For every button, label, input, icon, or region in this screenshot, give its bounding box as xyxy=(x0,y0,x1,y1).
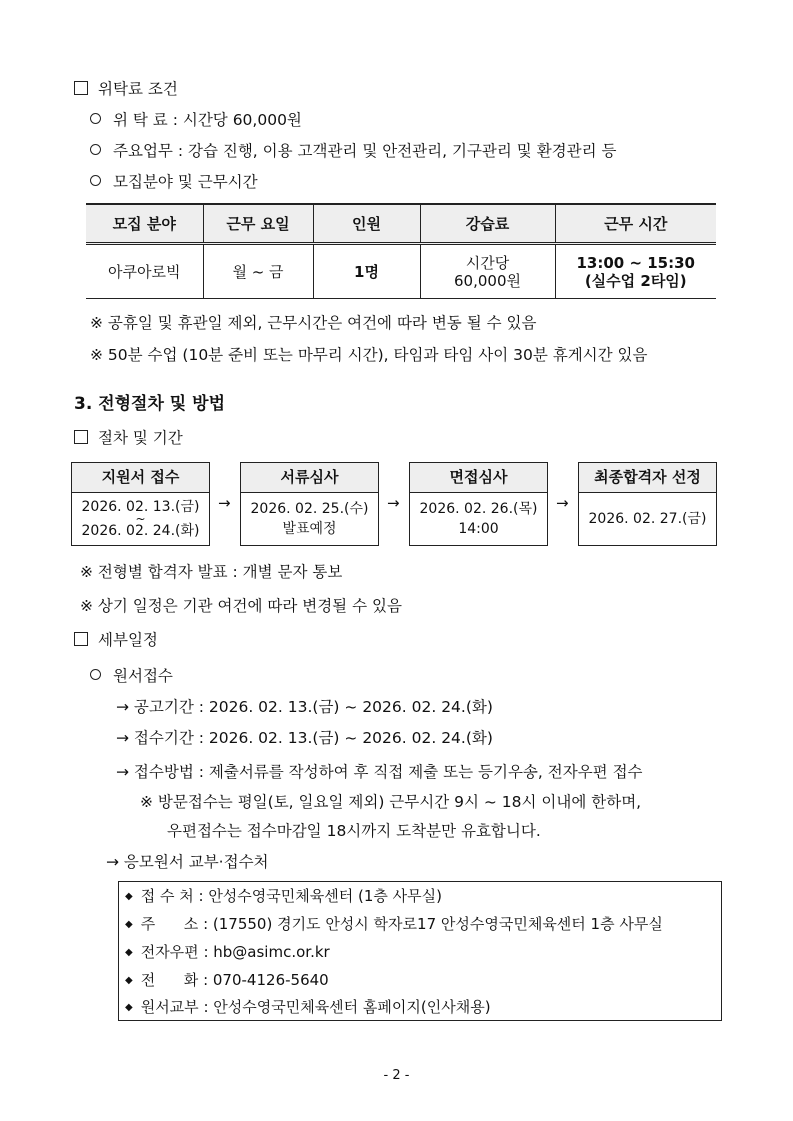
contact-box xyxy=(118,881,722,1021)
stage-title: 서류심사 xyxy=(241,463,378,493)
diamond-bullet-icon: ◆ xyxy=(125,975,133,986)
contact-label: 전 화 xyxy=(140,971,199,989)
application-bullet xyxy=(90,664,173,686)
note-class-length: ※ 50분 수업 (10분 준비 또는 마무리 시간), 타임과 타임 사이 30분 휴게시간 있음 xyxy=(90,346,648,364)
note-schedule-change: ※ 상기 일정은 기관 여건에 따라 변경될 수 있음 xyxy=(80,597,402,615)
hours-line-2: (실수업 2타임) xyxy=(584,271,687,290)
process-heading-text: 절차 및 기간 xyxy=(98,429,183,447)
contact-label: 전자우편 xyxy=(140,943,199,961)
header-count: 인원 xyxy=(313,204,420,244)
header-field: 모집 분야 xyxy=(86,204,203,244)
circle-bullet-icon xyxy=(90,113,101,124)
diamond-bullet-icon: ◆ xyxy=(125,891,133,902)
page-number: - 2 - xyxy=(383,1068,410,1083)
diamond-bullet-icon: ◆ xyxy=(125,919,133,930)
contact-row-address: ◆ 주 소 : (17550) 경기도 안성시 학자로17 안성수영국민체육센터 1층 사무실 xyxy=(125,915,663,933)
stage-application xyxy=(71,462,210,546)
arrow-right-icon: → xyxy=(218,494,231,512)
cell-field: 아쿠아로빅 xyxy=(86,244,203,299)
receipt-method: → 접수방법 : 제출서류를 작성하여 후 직접 제출 또는 등기우송, 전자우편 접수 xyxy=(116,763,643,781)
fee-line-text: 위 탁 료 : 시간당 60,000원 xyxy=(113,111,302,129)
cell-hours xyxy=(555,244,716,299)
contact-label: 원서교부 xyxy=(140,998,199,1016)
circle-bullet-icon xyxy=(90,144,101,155)
stage-body xyxy=(241,493,378,545)
section-heading-fee xyxy=(74,77,178,99)
header-hours: 근무 시간 xyxy=(555,204,716,244)
contact-value: (17550) 경기도 안성시 학자로17 안성수영국민체육센터 1층 사무실 xyxy=(212,915,663,933)
contact-value: 070-4126-5640 xyxy=(212,971,329,989)
header-days: 근무 요일 xyxy=(203,204,313,244)
detail-heading-text: 세부일정 xyxy=(98,631,158,649)
notice-period: → 공고기간 : 2026. 02. 13.(금) ~ 2026. 02. 24.(화) xyxy=(116,698,493,716)
stage-document-review xyxy=(240,462,379,546)
fee-heading-text: 위탁료 조건 xyxy=(98,80,178,98)
table-row xyxy=(86,244,716,299)
checkbox-square-icon xyxy=(74,632,88,646)
contact-row-email: ◆ 전자우편 : hb@asimc.or.kr xyxy=(125,943,330,961)
fee-line-1: 시간당 xyxy=(465,253,510,272)
stage-title: 지원서 접수 xyxy=(72,463,209,493)
visit-note-2: 우편접수는 접수마감일 18시까지 도착분만 유효합니다. xyxy=(167,822,541,840)
distribution-heading: → 응모원서 교부·접수처 xyxy=(106,853,269,871)
stage-date-tilde: ~ xyxy=(135,512,146,526)
stage-body xyxy=(579,493,716,545)
checkbox-square-icon xyxy=(74,81,88,95)
fee-bullet xyxy=(90,108,302,130)
note-holidays: ※ 공휴일 및 휴관일 제외, 근무시간은 여건에 따라 변동 될 수 있음 xyxy=(90,314,537,332)
stage-interview xyxy=(409,462,548,546)
contact-value: hb@asimc.or.kr xyxy=(213,943,330,961)
stage-date: 2026. 02. 25.(수) xyxy=(250,501,369,517)
receipt-period: → 접수기간 : 2026. 02. 13.(금) ~ 2026. 02. 24.(화) xyxy=(116,729,493,747)
section-heading-process xyxy=(74,426,183,448)
cell-days: 월 ~ 금 xyxy=(203,244,313,299)
stage-title: 최종합격자 선정 xyxy=(579,463,716,493)
contact-value: 안성수영국민체육센터 홈페이지(인사채용) xyxy=(213,998,491,1016)
checkbox-square-icon xyxy=(74,430,88,444)
stage-date-start: 2026. 02. 13.(금) xyxy=(81,499,200,515)
section-heading-detail xyxy=(74,628,158,650)
circle-bullet-icon xyxy=(90,175,101,186)
arrow-right-icon: → xyxy=(387,494,400,512)
fee-line-2: 60,000원 xyxy=(454,271,521,290)
stage-body xyxy=(410,493,547,545)
stage-date-end: 2026. 02. 24.(화) xyxy=(81,523,200,539)
note-result-notice: ※ 전형별 합격자 발표 : 개별 문자 통보 xyxy=(80,563,343,581)
circle-bullet-icon xyxy=(90,669,101,680)
duties-line-text: 주요업무 : 강습 진행, 이용 고객관리 및 안전관리, 기구관리 및 환경관리 등 xyxy=(113,142,617,160)
arrow-right-icon: → xyxy=(556,494,569,512)
visit-note-1: ※ 방문접수는 평일(토, 일요일 제외) 근무시간 9시 ~ 18시 이내에 한하며, xyxy=(140,793,642,811)
contact-row-office: ◆ 접 수 처 : 안성수영국민체육센터 (1층 사무실) xyxy=(125,887,442,905)
section3-title: 3. 전형절차 및 방법 xyxy=(74,394,225,414)
field-line-text: 모집분야 및 근무시간 xyxy=(113,173,258,191)
field-bullet xyxy=(90,170,258,192)
hours-line-1: 13:00 ~ 15:30 xyxy=(576,253,695,272)
stage-note: 발표예정 xyxy=(282,521,337,537)
stage-body xyxy=(72,493,209,545)
diamond-bullet-icon: ◆ xyxy=(125,1002,133,1013)
contact-row-phone: ◆ 전 화 : 070-4126-5640 xyxy=(125,971,329,989)
recruit-table xyxy=(86,203,716,299)
stage-time: 14:00 xyxy=(458,521,499,537)
stage-date: 2026. 02. 26.(목) xyxy=(419,501,538,517)
contact-label: 주 소 xyxy=(140,915,199,933)
contact-row-form: ◆ 원서교부 : 안성수영국민체육센터 홈페이지(인사채용) xyxy=(125,998,491,1016)
diamond-bullet-icon: ◆ xyxy=(125,947,133,958)
stage-final-selection xyxy=(578,462,717,546)
application-heading-text: 원서접수 xyxy=(113,667,173,685)
contact-label: 접 수 처 xyxy=(140,887,194,905)
table-header-row xyxy=(86,204,716,244)
stage-date: 2026. 02. 27.(금) xyxy=(588,511,707,527)
cell-count: 1명 xyxy=(313,244,420,299)
contact-value: 안성수영국민체육센터 (1층 사무실) xyxy=(208,887,442,905)
duties-bullet xyxy=(90,139,617,161)
header-fee: 강습료 xyxy=(420,204,555,244)
cell-fee xyxy=(420,244,555,299)
stage-title: 면접심사 xyxy=(410,463,547,493)
